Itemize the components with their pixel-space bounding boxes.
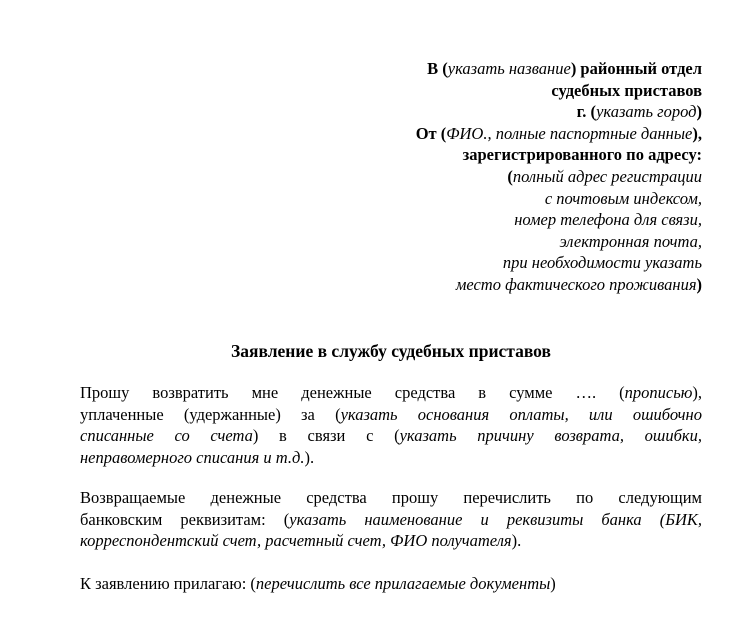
document-title: Заявление в службу судебных приставов (231, 341, 551, 361)
header-line-email: электронная почта, (559, 231, 702, 251)
paragraph-bank-details (80, 487, 702, 552)
paragraph-refund-request (80, 382, 702, 468)
header-line-city: г. (указать город) (576, 102, 702, 122)
header-line-address: (полный адрес регистрации (507, 166, 702, 186)
header-line-if-needed: при необходимости указать (502, 253, 702, 273)
paragraph-line: уплаченные (удержанные) за (указать основания оплаты, или ошибочно (80, 404, 702, 424)
header-line-residence: место фактического проживания) (455, 274, 702, 294)
paragraph-line: неправомерного списания и т.д.). (80, 447, 315, 467)
paragraph-line: Прошу возвратить мне денежные средства в сумме …. (прописью), (80, 383, 702, 402)
header-line-department: В (указать название) районный отдел (427, 59, 702, 78)
paragraph-attachments (80, 573, 702, 595)
header-line-postcode: с почтовым индексом, (544, 188, 702, 208)
paragraph-line: списанные со счета) в связи с (указать причину возврата, ошибки, (80, 426, 703, 445)
header-line-registered: зарегистрированного по адресу: (462, 145, 702, 165)
paragraph-line: К заявлению прилагаю: (перечислить все прилагаемые документы) (80, 574, 556, 593)
paragraph-line: Возвращаемые денежные средства прошу перечислить по следующим (80, 488, 702, 507)
header-line-from: От (ФИО., полные паспортные данные), (415, 123, 702, 143)
paragraph-line: банковским реквизитам: (указать наименование и реквизиты банка (БИК, (80, 509, 702, 529)
header-line-phone: номер телефона для связи, (514, 210, 702, 230)
header-line-bailiffs: судебных приставов (551, 80, 702, 100)
addressee-header (282, 58, 702, 296)
paragraph-line: корреспондентский счет, расчетный счет, ФИО получателя). (80, 531, 522, 550)
